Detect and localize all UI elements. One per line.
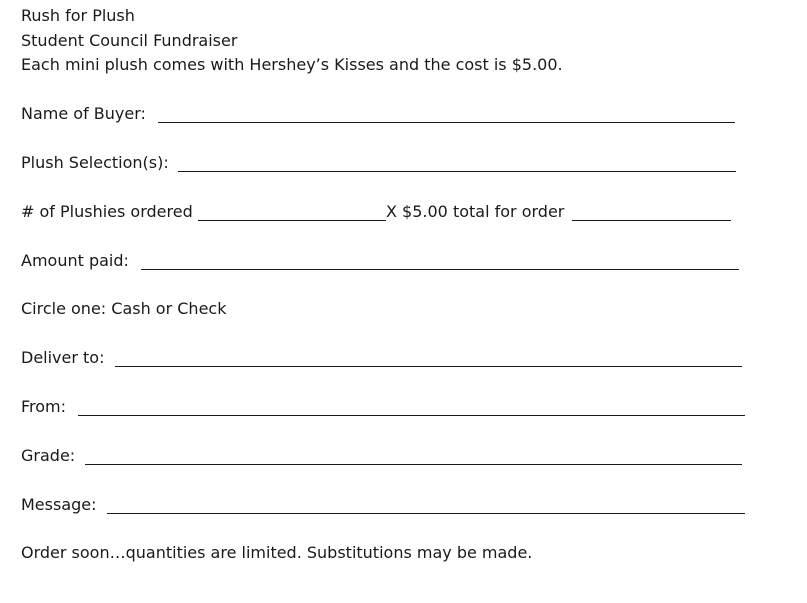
footer-note: Order soon…quantities are limited. Substitutions may be made. bbox=[21, 543, 533, 562]
buyer-blank[interactable] bbox=[158, 122, 735, 123]
message-blank[interactable] bbox=[107, 513, 745, 514]
from-blank[interactable] bbox=[78, 415, 745, 416]
from-label: From: bbox=[21, 397, 67, 416]
deliver-blank[interactable] bbox=[115, 366, 742, 367]
amount-blank[interactable] bbox=[141, 269, 739, 270]
count-label: # of Plushies ordered bbox=[21, 202, 193, 221]
grade-label: Grade: bbox=[21, 446, 76, 465]
multiplier-text: X $5.00 total for order bbox=[386, 202, 565, 221]
buyer-label: Name of Buyer: bbox=[21, 104, 146, 123]
payment-method-text: Circle one: Cash or Check bbox=[21, 299, 227, 318]
amount-label: Amount paid: bbox=[21, 251, 129, 270]
form-subtitle: Student Council Fundraiser bbox=[21, 31, 238, 50]
selection-label: Plush Selection(s): bbox=[21, 153, 169, 172]
deliver-label: Deliver to: bbox=[21, 348, 105, 367]
form-title: Rush for Plush bbox=[21, 6, 135, 25]
count-blank[interactable] bbox=[198, 220, 386, 221]
form-description: Each mini plush comes with Hershey’s Kisses and the cost is $5.00. bbox=[21, 55, 563, 74]
grade-blank[interactable] bbox=[85, 464, 742, 465]
message-label: Message: bbox=[21, 495, 97, 514]
selection-blank[interactable] bbox=[178, 171, 736, 172]
total-blank[interactable] bbox=[572, 220, 731, 221]
